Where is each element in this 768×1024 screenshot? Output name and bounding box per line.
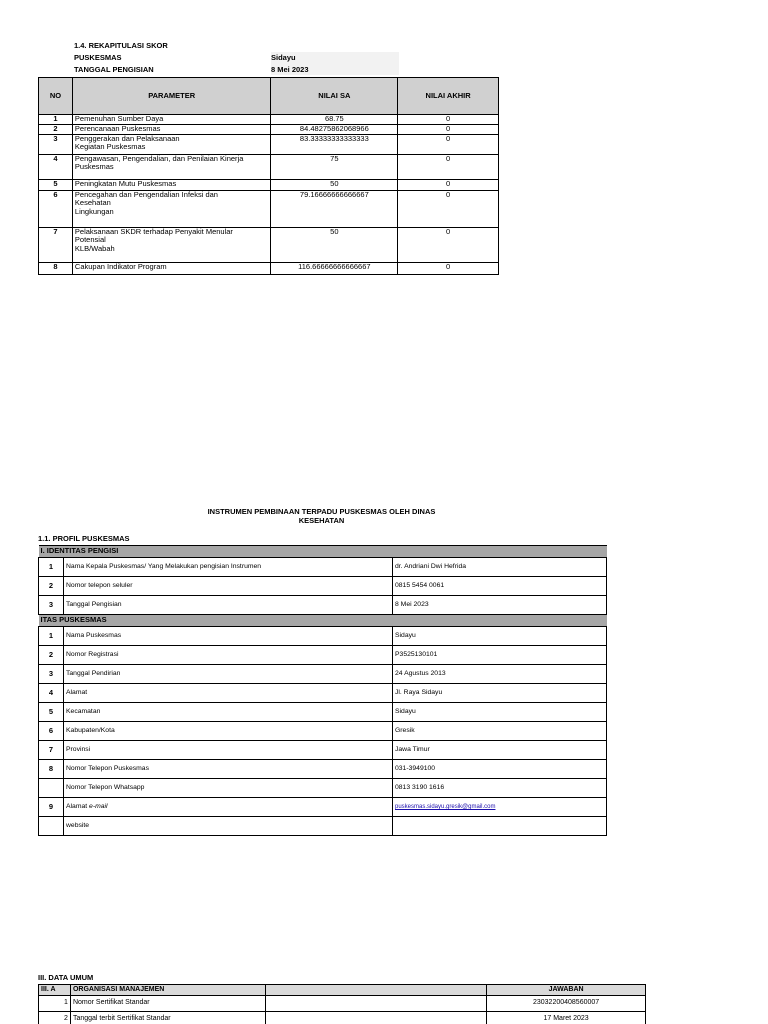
row-nilai-akhir: 0 (398, 179, 499, 190)
row-parameter: Peningkatan Mutu Puskesmas (72, 179, 271, 190)
profile-row (39, 741, 607, 760)
score-row (39, 227, 499, 262)
row-nilai-sa: 50 (271, 179, 398, 190)
row-nilai-sa: 50 (271, 227, 398, 262)
profile-no: 3 (39, 665, 64, 684)
row-label: Tanggal terbit Sertifikat Standar (70, 1012, 265, 1024)
profile-row (39, 627, 607, 646)
meta-puskesmas (74, 52, 399, 64)
data-umum-table (38, 984, 646, 1024)
score-row (39, 124, 499, 134)
profile-value: dr. Andriani Dwi Hefrida (393, 558, 607, 577)
col-parameter: PARAMETER (72, 78, 271, 115)
profile-no (39, 779, 64, 798)
hdr-jawaban: JAWABAN (487, 985, 646, 996)
profile-value: 24 Agustus 2013 (393, 665, 607, 684)
row-no: 1 (39, 115, 73, 125)
row-parameter: Pelaksanaan SKDR terhadap Penyakit Menular Potensial KLB/Wabah (72, 227, 271, 262)
profile-no: 9 (39, 798, 64, 817)
profile-value: 0813 3190 1616 (393, 779, 607, 798)
profile-no: 5 (39, 703, 64, 722)
row-nilai-akhir: 0 (398, 262, 499, 274)
col-no: NO (39, 78, 73, 115)
profile-no: 4 (39, 684, 64, 703)
row-no: 5 (39, 179, 73, 190)
profile-row (39, 798, 607, 817)
profile-no: 1 (39, 558, 64, 577)
profile-value: 031-3949100 (393, 760, 607, 779)
profile-row (39, 779, 607, 798)
profile-value: Jl. Raya Sidayu (393, 684, 607, 703)
row-no: 1 (39, 996, 71, 1012)
profile-label: Kecamatan (64, 703, 393, 722)
row-nilai-sa: 75 (271, 154, 398, 179)
section-band-label: ITAS PUSKESMAS (39, 615, 607, 627)
email-link[interactable]: puskesmas.sidayu.gresik@gmail.com (395, 803, 496, 810)
profile-value: Jawa Timur (393, 741, 607, 760)
profile-row (39, 596, 607, 615)
col-nilai-sa: NILAI SA (271, 78, 398, 115)
tanggal-label: TANGGAL PENGISIAN (74, 64, 154, 74)
row-parameter: Penggerakan dan Pelaksanaan Kegiatan Puskesmas (72, 134, 271, 154)
profile-label: Nomor telepon seluler (64, 577, 393, 596)
profile-no: 2 (39, 577, 64, 596)
row-nilai-akhir: 0 (398, 227, 499, 262)
row-empty (265, 1012, 487, 1024)
row-nilai-sa: 68.75 (271, 115, 398, 125)
row-parameter: Cakupan Indikator Program (72, 262, 271, 274)
row-parameter: Pencegahan dan Pengendalian Infeksi dan Kesehatan Lingkungan (72, 190, 271, 227)
profile-row (39, 646, 607, 665)
profile-no: 1 (39, 627, 64, 646)
row-nilai-akhir: 0 (398, 115, 499, 125)
score-row (39, 179, 499, 190)
row-nilai-akhir: 0 (398, 190, 499, 227)
puskesmas-value: Sidayu (271, 52, 399, 64)
section-band-label: I. IDENTITAS PENGISI (39, 546, 607, 558)
email-label-main: Alamat (66, 802, 90, 810)
profile-value (393, 798, 607, 817)
profile-row (39, 665, 607, 684)
profile-table (38, 545, 607, 836)
profile-row (39, 817, 607, 836)
profile-value (393, 817, 607, 836)
puskesmas-label: PUSKESMAS (74, 53, 122, 63)
profile-row (39, 760, 607, 779)
score-row (39, 154, 499, 179)
row-no: 6 (39, 190, 73, 227)
profile-value: 8 Mei 2023 (393, 596, 607, 615)
row-empty (265, 996, 487, 1012)
profile-row (39, 684, 607, 703)
hdr-code: III. A (39, 985, 71, 996)
profile-label: Nama Puskesmas (64, 627, 393, 646)
profile-label: Nomor Registrasi (64, 646, 393, 665)
data-umum-row (39, 1012, 646, 1024)
profile-row (39, 577, 607, 596)
section-band (39, 546, 607, 558)
hdr-title: ORGANISASI MANAJEMEN (70, 985, 265, 996)
rekap-meta (74, 52, 399, 75)
profil-label: 1.1. PROFIL PUSKESMAS (38, 534, 130, 543)
score-row (39, 190, 499, 227)
profile-label: website (64, 817, 393, 836)
profile-value: Gresik (393, 722, 607, 741)
profile-no: 8 (39, 760, 64, 779)
profile-label: Nomor Telepon Whatsapp (64, 779, 393, 798)
profile-label: Nomor Telepon Puskesmas (64, 760, 393, 779)
score-header-row (39, 78, 499, 115)
profile-no: 6 (39, 722, 64, 741)
row-parameter: Perencanaan Puskesmas (72, 124, 271, 134)
instrumen-title-text: INSTRUMEN PEMBINAAN TERPADU PUSKESMAS OLEH DINAS KESEHATAN (207, 507, 436, 525)
row-nilai-akhir: 0 (398, 124, 499, 134)
profile-label: Nama Kepala Puskesmas/ Yang Melakukan pengisian Instrumen (64, 558, 393, 577)
row-nilai-sa: 84.48275862068966 (271, 124, 398, 134)
tanggal-value: 8 Mei 2023 (271, 64, 399, 76)
data-umum-row (39, 996, 646, 1012)
row-value: 17 Maret 2023 (487, 1012, 646, 1024)
profile-label: Provinsi (64, 741, 393, 760)
data-umum-header (39, 985, 646, 996)
rekap-title: 1.4. REKAPITULASI SKOR (74, 41, 168, 50)
row-no: 2 (39, 124, 73, 134)
profile-label (64, 798, 393, 817)
profile-value: P3525130101 (393, 646, 607, 665)
row-nilai-akhir: 0 (398, 134, 499, 154)
profile-label: Tanggal Pengisian (64, 596, 393, 615)
profile-row (39, 558, 607, 577)
profile-row (39, 722, 607, 741)
row-no: 3 (39, 134, 73, 154)
meta-tanggal (74, 64, 399, 76)
row-no: 2 (39, 1012, 71, 1024)
section-band (39, 615, 607, 627)
profile-no: 7 (39, 741, 64, 760)
score-row (39, 134, 499, 154)
email-label-italic: e-mail (89, 802, 108, 810)
row-no: 4 (39, 154, 73, 179)
row-no: 8 (39, 262, 73, 274)
row-nilai-sa: 116.66666666666667 (271, 262, 398, 274)
profile-row (39, 703, 607, 722)
row-no: 7 (39, 227, 73, 262)
profile-value: 0815 5454 0061 (393, 577, 607, 596)
score-row (39, 262, 499, 274)
profile-no (39, 817, 64, 836)
instrumen-title (200, 507, 443, 525)
profile-no: 3 (39, 596, 64, 615)
row-label: Nomor Sertifikat Standar (70, 996, 265, 1012)
profile-no: 2 (39, 646, 64, 665)
profile-label: Kabupaten/Kota (64, 722, 393, 741)
row-value: 23032200408560007 (487, 996, 646, 1012)
row-nilai-sa: 83.33333333333333 (271, 134, 398, 154)
profile-label: Tanggal Pendirian (64, 665, 393, 684)
score-row (39, 115, 499, 125)
row-nilai-sa: 79.16666666666667 (271, 190, 398, 227)
row-nilai-akhir: 0 (398, 154, 499, 179)
score-table (38, 77, 499, 275)
col-nilai-akhir: NILAI AKHIR (398, 78, 499, 115)
profile-value: Sidayu (393, 703, 607, 722)
profile-label: Alamat (64, 684, 393, 703)
data-umum-label: III. DATA UMUM (38, 973, 94, 982)
profile-value: Sidayu (393, 627, 607, 646)
row-parameter: Pemenuhan Sumber Daya (72, 115, 271, 125)
hdr-empty (265, 985, 487, 996)
row-parameter: Pengawasan, Pengendalian, dan Penilaian Kinerja Puskesmas (72, 154, 271, 179)
